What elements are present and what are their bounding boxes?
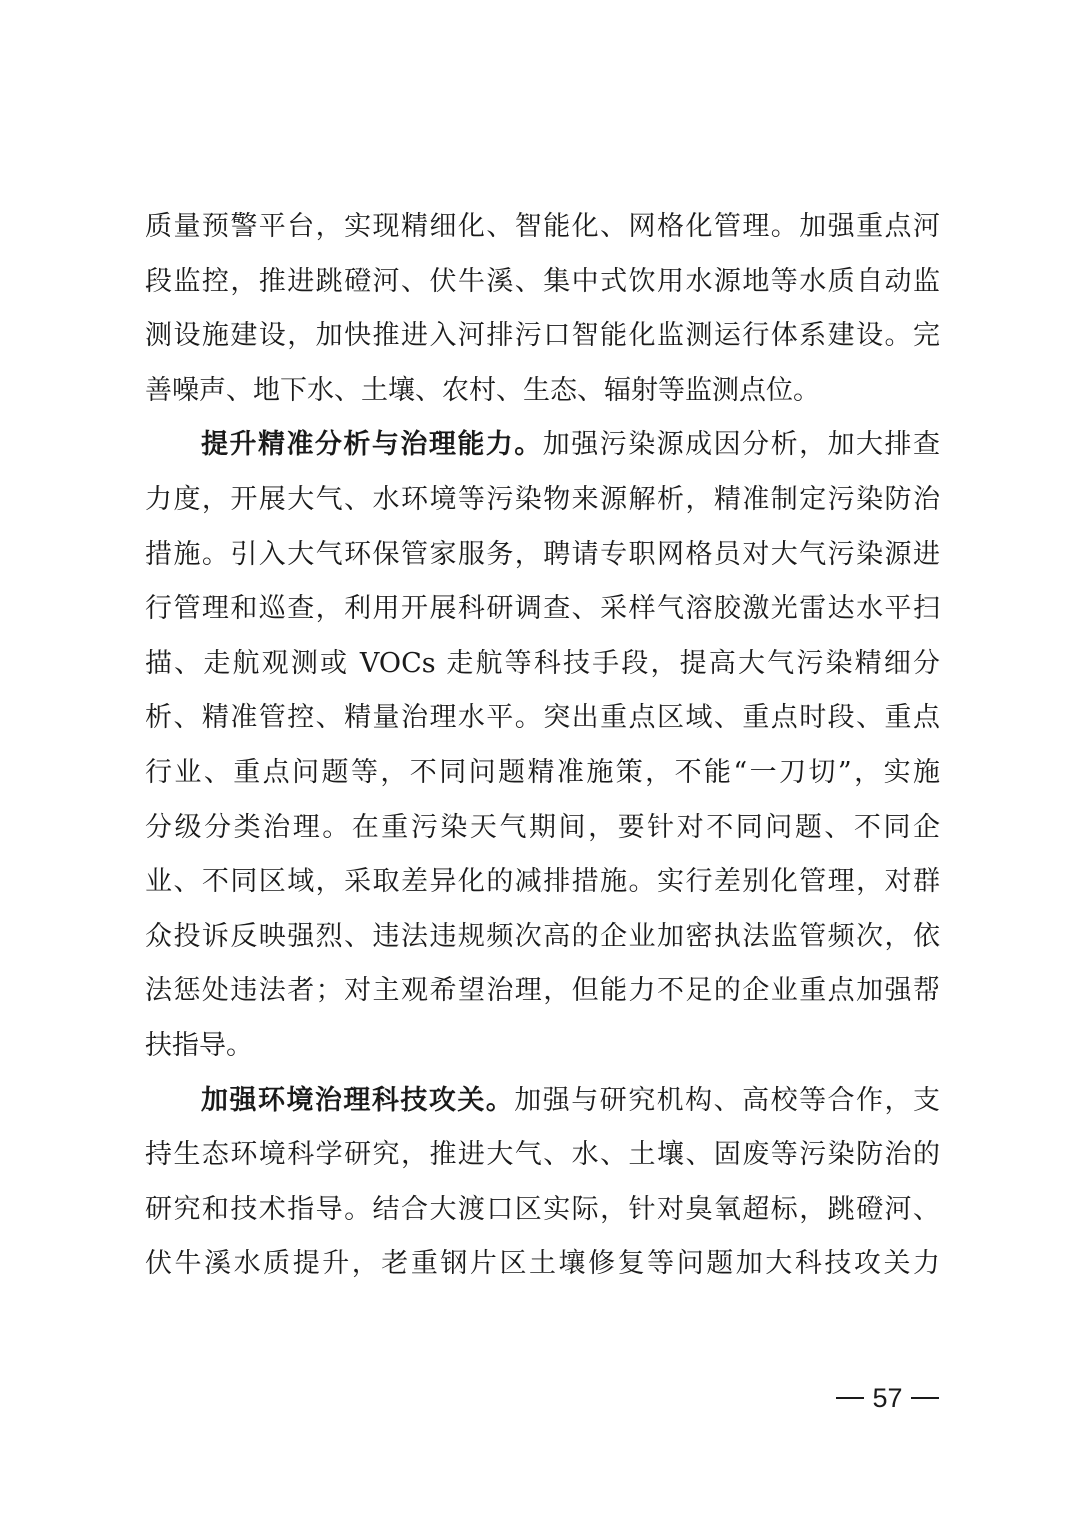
text-line: 测设施建设，加快推进入河排污口智能化监测运行体系建设。完 bbox=[145, 320, 940, 352]
dash-right bbox=[911, 1397, 939, 1399]
text-line: 描、走航观测或 VOCs 走航等科技手段，提高大气污染精细分 bbox=[145, 647, 940, 679]
text-line: 伏牛溪水质提升，老重钢片区土壤修复等问题加大科技攻关力 bbox=[145, 1248, 940, 1280]
page-number bbox=[830, 1378, 945, 1418]
paragraph-first-line bbox=[145, 418, 940, 473]
text-line: 析、精准管控、精量治理水平。突出重点区域、重点时段、重点 bbox=[145, 702, 940, 734]
text-line: 业、不同区域，采取差异化的减排措施。实行差别化管理，对群 bbox=[145, 866, 940, 898]
dash-left bbox=[836, 1397, 864, 1399]
text-line: 法惩处违法者；对主观希望治理，但能力不足的企业重点加强帮 bbox=[145, 975, 940, 1007]
text-line: 众投诉反映强烈、违法违规频次高的企业加密执法监管频次，依 bbox=[145, 920, 940, 952]
text-line: 措施。引入大气环保管家服务，聘请专职网格员对大气污染源进 bbox=[145, 538, 940, 570]
document-body bbox=[145, 200, 940, 1292]
text-line: 行管理和巡查，利用开展科研调查、采样气溶胶激光雷达水平扫 bbox=[145, 593, 940, 625]
text-line: 善噪声、地下水、土壤、农村、生态、辐射等监测点位。 bbox=[145, 374, 820, 406]
text-line: 段监控，推进跳磴河、伏牛溪、集中式饮用水源地等水质自动监 bbox=[145, 265, 940, 297]
text-span: 加强与研究机构、高校等合作，支 bbox=[514, 1084, 940, 1116]
text-line: 持生态环境科学研究，推进大气、水、土壤、固废等污染防治的 bbox=[145, 1139, 940, 1171]
page-number-text: 57 bbox=[872, 1382, 903, 1413]
text-line: 扶指导。 bbox=[145, 1029, 253, 1061]
paragraph-first-line bbox=[145, 1074, 940, 1129]
text-line: 质量预警平台，实现精细化、智能化、网格化管理。加强重点河 bbox=[145, 211, 940, 242]
text-line: 研究和技术指导。结合大渡口区实际，针对臭氧超标，跳磴河、 bbox=[145, 1193, 940, 1225]
paragraph-heading: 加强环境治理科技攻关。 bbox=[201, 1084, 515, 1116]
paragraph-heading: 提升精准分析与治理能力。 bbox=[201, 429, 543, 461]
text-span: 加强污染源成因分析，加大排查 bbox=[542, 429, 940, 461]
text-line: 分级分类治理。在重污染天气期间，要针对不同问题、不同企 bbox=[145, 811, 940, 843]
text-line: 行业、重点问题等，不同问题精准施策，不能“一刀切”，实施 bbox=[145, 756, 940, 788]
text-line: 力度，开展大气、水环境等污染物来源解析，精准制定污染防治 bbox=[145, 483, 940, 515]
